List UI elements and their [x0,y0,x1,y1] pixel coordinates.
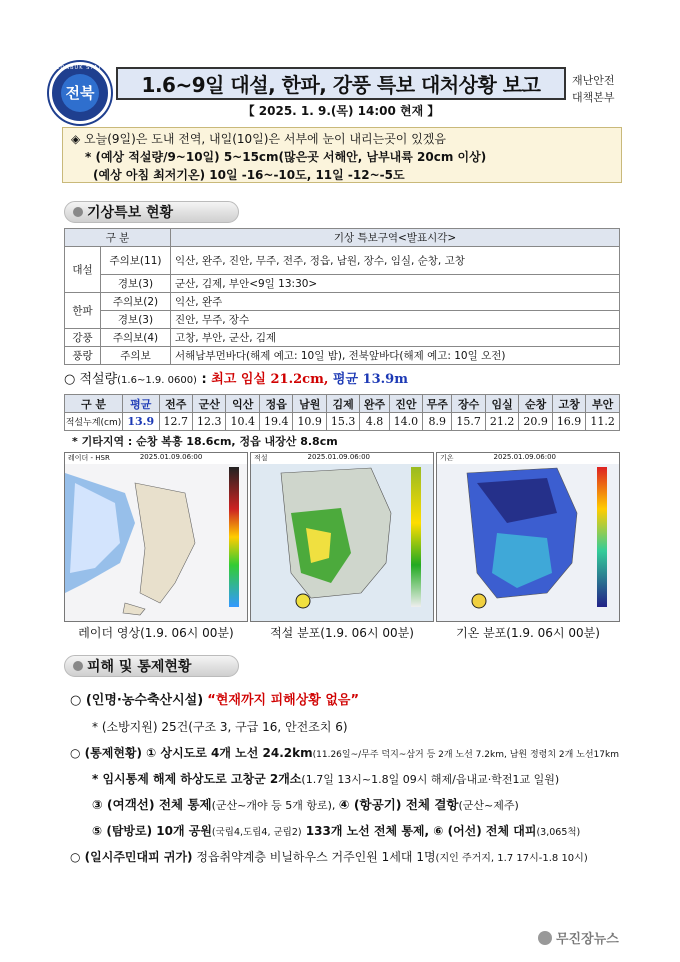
forecast-summary [62,127,622,183]
warning-group: 풍랑 [65,347,101,365]
accumulation-table [64,394,620,431]
snowfall-max: 최고 임실 21.2cm, [211,372,329,387]
table-header-city: 익산 [226,395,259,413]
table-cell: 10.9 [293,413,326,431]
warning-table [64,228,620,365]
map-time: 2025.01.09.06:00 [493,453,557,461]
snow-image [251,453,434,622]
table-cell: 14.0 [389,413,422,431]
evacuation-detail: 정읍취약계층 비닐하우스 거주인원 1세대 1명 [192,850,436,864]
table-header-city: 전주 [159,395,192,413]
damage-line-5 [92,796,519,815]
table-cell: 13.9 [123,413,160,431]
page-title: 1.6~9일 대설, 한파, 강풍 특보 대처상황 보고 [116,67,566,100]
snowfall-summary [64,368,408,387]
control-flight-detail: (군산~제주) [458,799,519,812]
control-trail: ⑤ (탐방로) 10개 공원 [92,824,212,838]
warning-group: 대설 [65,247,101,293]
map-caption: 기온 분포(1.9. 06시 00분) [456,626,600,640]
table-cell: 16.9 [552,413,585,431]
table-cell: 20.9 [519,413,552,431]
damage-line-2: * (소방지원) 25건(구조 3, 구급 16, 안전조치 6) [92,720,348,734]
logo-text: 전북 [61,74,99,112]
snowfall-label: ○ 적설량 [64,372,118,387]
warning-level: 주의보(11) [101,247,171,275]
map-header [437,453,619,464]
warning-group: 한파 [65,293,101,329]
table-header-row [65,395,620,413]
warning-area: 익산, 완주, 진안, 무주, 전주, 정읍, 남원, 장수, 임실, 순창, 고창 [171,247,620,275]
summary-line-2: * (예상 적설량/9~10일) 5~15cm(많은곳 서해안, 남부내륙 20cm 이상) [85,150,487,164]
control-road-detail: (11.26일~/무주 덕지~삼거 등 2개 노선 7.2km, 남원 정령치 2개 노선17km [312,750,619,760]
control-trail-routes: 133개 노선 전체 통제, [301,824,434,838]
control-trail-detail: (국립4,도립4, 군립2) [211,827,302,838]
watermark-icon [538,931,552,945]
table-header-city: 순창 [519,395,552,413]
table-header-city: 고창 [552,395,585,413]
damage-line-7 [70,848,588,868]
control-ferry: ③ (여객선) 전체 통제 [92,797,212,812]
section-title: 피해 및 통제현황 [87,659,192,675]
control-flight: ④ (항공기) 전체 결항 [338,797,459,812]
table-cell: 12.3 [193,413,226,431]
table-row [65,413,620,431]
damage-line-1 [70,692,359,710]
table-cell: 19.4 [259,413,292,431]
warning-level: 주의보(4) [101,329,171,347]
section-weather-warnings [64,201,239,223]
table-header-city: 군산 [193,395,226,413]
control-temp-detail: (1.7일 13시~1.8일 09시 해제/읍내교·학전1교 일원) [301,773,560,786]
table-cell: 12.7 [159,413,192,431]
section-damage-control [64,655,239,677]
table-header-city: 진안 [389,395,422,413]
control-fishing: ⑥ (어선) 전체 대피 [433,824,537,838]
report-timestamp: 【 2025. 1. 9.(목) 14:00 현재 】 [242,104,440,118]
table-header-city: 무주 [423,395,452,413]
table-header-city: 남원 [293,395,326,413]
map-tag: 적설 [254,454,268,462]
warning-area: 고창, 부안, 군산, 김제 [171,329,620,347]
table-header-city: 임실 [485,395,518,413]
watermark [538,928,619,947]
table-header-city: 김제 [326,395,359,413]
warning-area: 진안, 무주, 장수 [171,311,620,329]
damage-status: “현재까지 피해상황 없음” [207,693,360,708]
table-cell: 8.9 [423,413,452,431]
dept-line-1: 재난안전 [572,74,615,87]
warning-area: 군산, 김제, 부안<9일 13:30> [171,275,620,293]
section-bullet-icon [73,661,83,671]
table-cell: 10.4 [226,413,259,431]
warning-level: 경보(3) [101,275,171,293]
watermark-text: 무진장뉴스 [556,932,619,947]
temperature-distribution-map [436,452,620,622]
damage-line-6 [92,822,580,842]
map-panels [64,452,620,642]
table-header-city: 완주 [360,395,389,413]
map-tag: 기온 [440,454,454,462]
warning-level: 경보(3) [101,311,171,329]
snowfall-period: (1.6~1.9. 0600) [117,375,197,386]
snowfall-avg: 평균 13.9m [328,372,408,387]
warning-level: 주의보(2) [101,293,171,311]
map-caption: 레이더 영상(1.9. 06시 00분) [78,626,234,640]
damage-line-3 [70,744,619,764]
map-caption: 적설 분포(1.9. 06시 00분) [270,626,414,640]
department-label [572,72,632,106]
warning-level: 주의보 [101,347,171,365]
evacuation-return: ○ (일시주민대피 귀가) [70,850,193,864]
summary-line-1: ◈ 오늘(9일)은 도내 전역, 내일(10일)은 서부에 눈이 내리는곳이 있겠음 [71,132,446,146]
map-header [251,453,433,464]
map-tag: 레이더 - HSR [68,454,110,462]
row-label: 적설누계(cm) [65,413,123,431]
table-header-city: 정읍 [259,395,292,413]
logo-ring-text: JEONBUK STATE [53,65,107,71]
damage-category: ○ (인명·농수축산시설) [70,693,204,708]
snow-distribution-map [250,452,434,622]
warning-area: 서해남부먼바다(해제 예고: 10일 밤), 전북앞바다(해제 예고: 10일 오전) [171,347,620,365]
table-cell: 21.2 [485,413,518,431]
table-header-city: 장수 [452,395,485,413]
control-temp-lifted: * 임시통제 해제 하상도로 고창군 2개소 [92,772,302,786]
snowfall-colon: : [196,372,212,387]
section-bullet-icon [73,207,83,217]
table-cell: 11.2 [586,413,620,431]
map-captions [64,624,620,641]
table-cell: 15.3 [326,413,359,431]
temperature-image [437,453,620,622]
table-header: 구 분 [65,229,171,247]
section-title: 기상특보 현황 [87,205,174,221]
control-road: ○ (통제현황) ① 상시도로 4개 노선 24.2km [70,746,313,760]
dept-line-2: 대책본부 [572,91,615,104]
control-ferry-detail: (군산~개야 등 5개 항로), [211,799,339,812]
table-header-city: 부안 [586,395,620,413]
radar-map [64,452,248,622]
table-header-city: 평균 [123,395,160,413]
table-header-label: 구 분 [65,395,123,413]
map-time: 2025.01.09.06:00 [307,453,371,461]
control-fishing-detail: (3,065척) [536,827,581,838]
table-header: 기상 특보구역<발표시각> [171,229,620,247]
damage-line-4 [92,770,559,789]
warning-group: 강풍 [65,329,101,347]
table-cell: 4.8 [360,413,389,431]
other-area-note: * 기타지역 : 순창 복흥 18.6cm, 정읍 내장산 8.8cm [72,435,338,448]
summary-line-3: (예상 아침 최저기온) 10일 -16~-10도, 11일 -12~-5도 [93,168,405,182]
jeonbuk-logo [49,62,111,124]
evacuation-note: (지인 주거지, 1.7 17시-1.8 10시) [435,853,588,864]
map-time: 2025.01.09.06:00 [139,453,203,461]
table-cell: 15.7 [452,413,485,431]
radar-image [65,453,248,622]
warning-area: 익산, 완주 [171,293,620,311]
